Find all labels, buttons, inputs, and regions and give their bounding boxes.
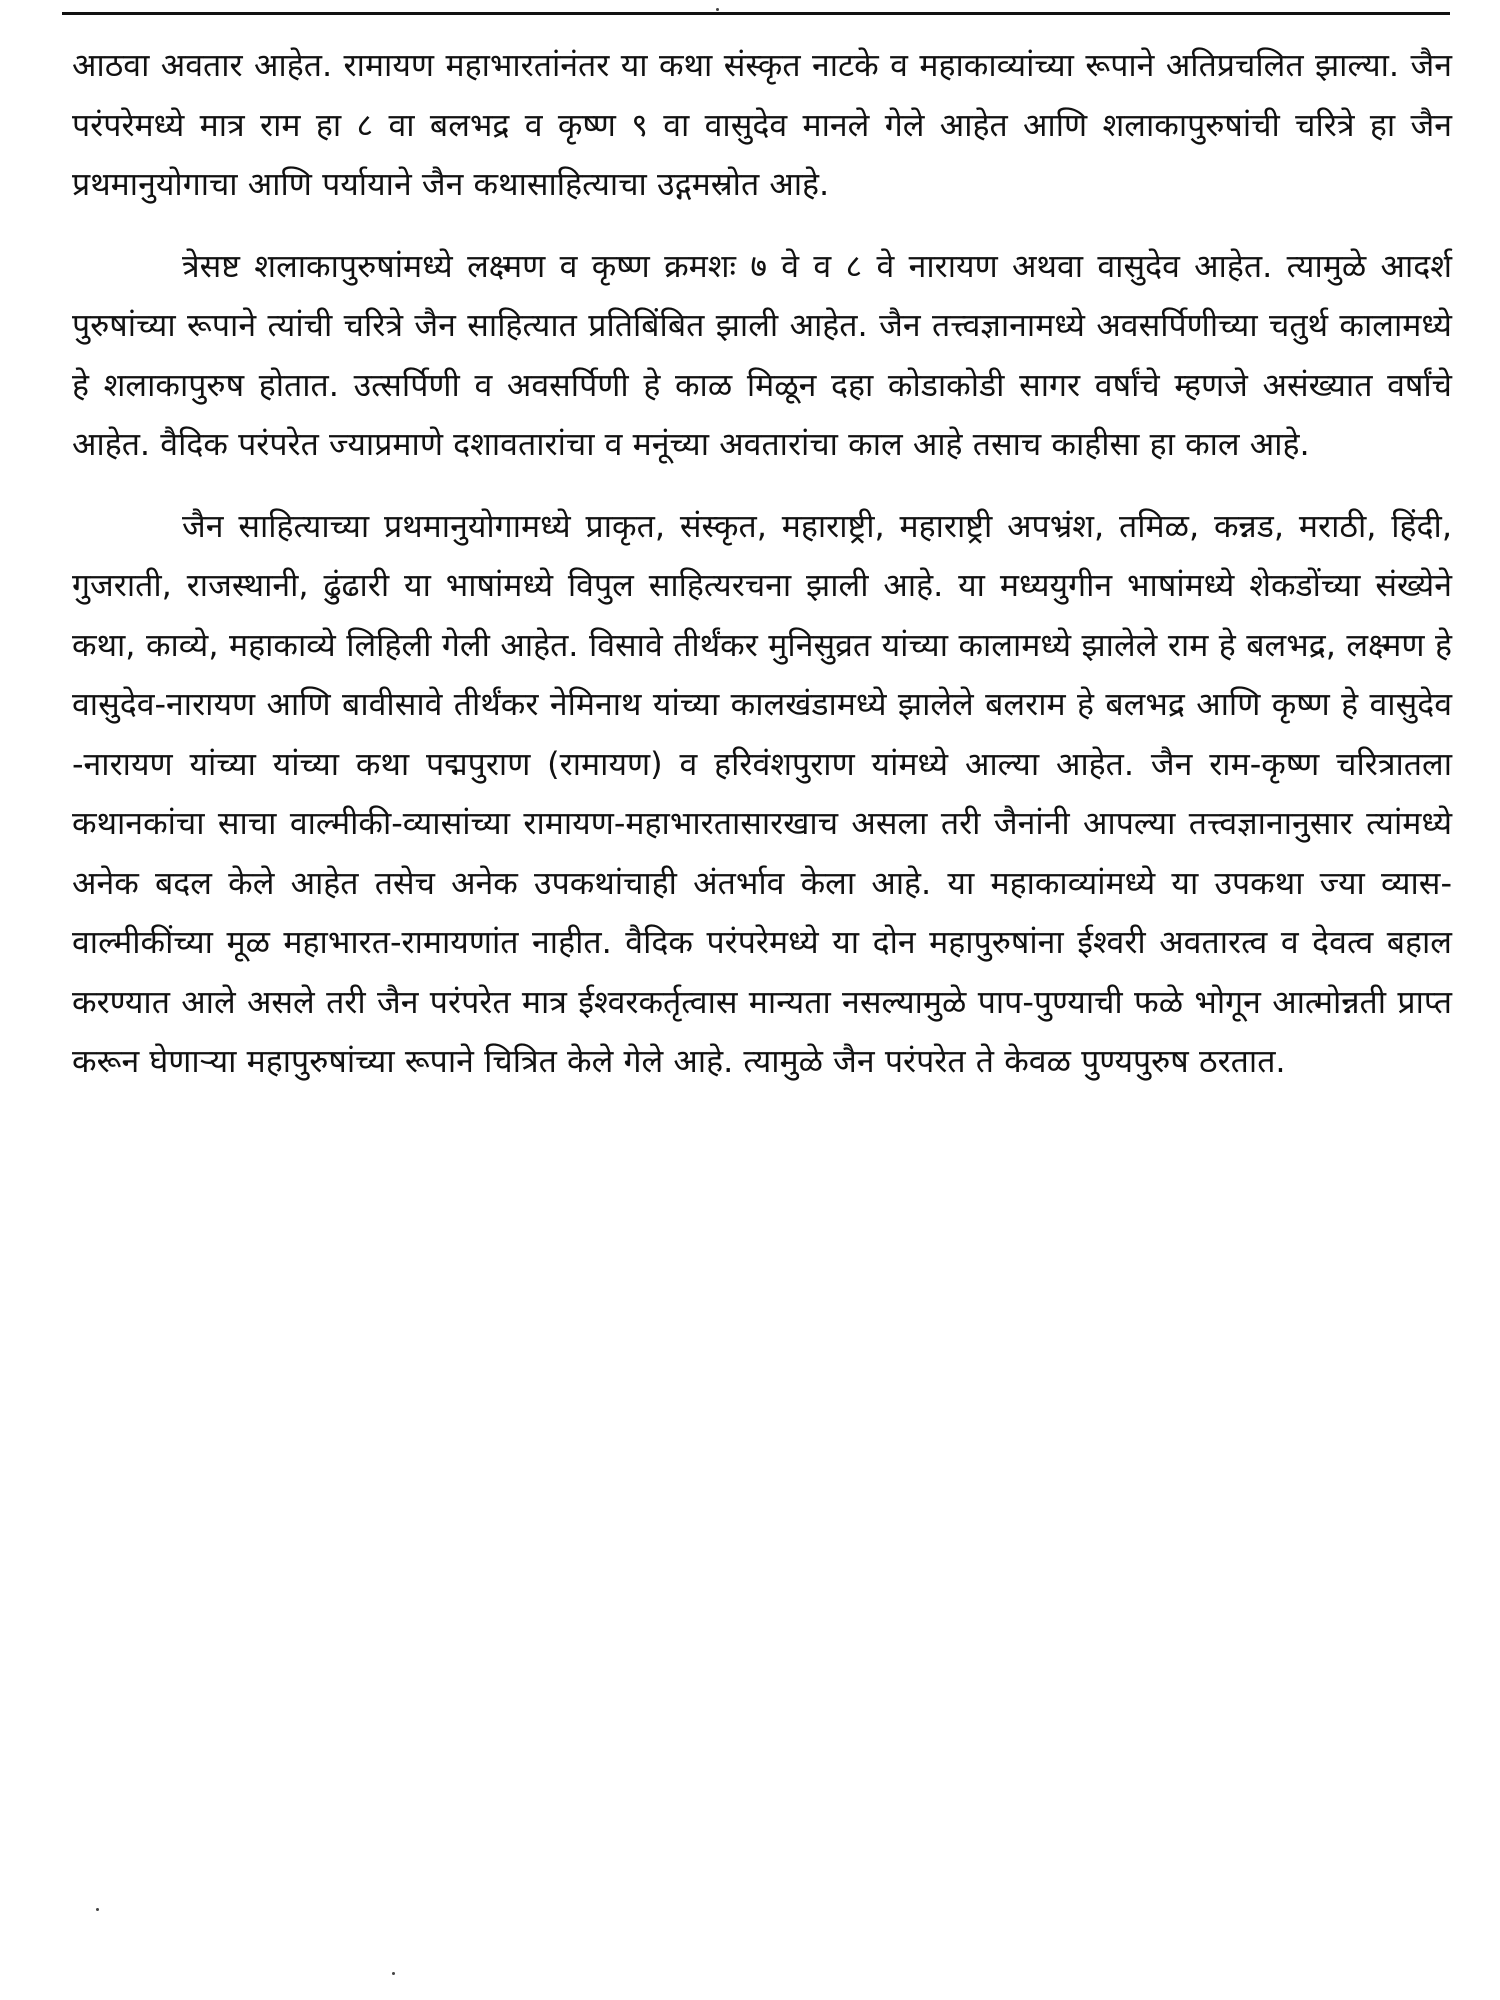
- scan-speck: [716, 8, 719, 11]
- paragraph-1: आठवा अवतार आहेत. रामायण महाभारतांनंतर या कथा संस्कृत नाटके व महाकाव्यांच्या रूपाने अतिप्रचलित झाल्या. जैन परंपरेमध्ये मात्र राम हा ८ वा बलभद्र व कृष्ण ९ वा वासुदेव मानले गेले आहेत आणि शलाकापुरुषांची चरित्रे हा जैन प्रथमानुयोगाचा आणि पर्यायाने जैन कथासाहित्याचा उद्गमस्रोत आहे.: [72, 46, 1452, 203]
- scan-speck: [392, 1972, 395, 1975]
- paragraph-3: जैन साहित्याच्या प्रथमानुयोगामध्ये प्राकृत, संस्कृत, महाराष्ट्री, महाराष्ट्री अपभ्रंश, तमिळ, कन्नड, मराठी, हिंदी, गुजराती, राजस्थानी, ढुंढारी या भाषांमध्ये विपुल साहित्यरचना झाली आहे. या मध्ययुगीन भाषांमध्ये शेकडोंच्या संख्येने कथा, काव्ये, महाकाव्ये लिहिली गेली आहेत. विसावे तीर्थंकर मुनिसुव्रत यांच्या कालामध्ये झालेले राम हे बलभद्र, लक्ष्मण हे वासुदेव-नारायण आणि बावीसावे तीर्थंकर नेमिनाथ यांच्या कालखंडामध्ये झालेले बलराम हे बलभद्र आणि कृष्ण हे वासुदेव -नारायण यांच्या यांच्या कथा पद्मपुराण (रामायण) व हरिवंशपुराण यांमध्ये आल्या आहेत. जैन राम-कृष्ण चरित्रातला कथानकांचा साचा वाल्मीकी-व्यासांच्या रामायण-महाभारतासारखाच असला तरी जैनांनी आपल्या तत्त्वज्ञानानुसार त्यांमध्ये अनेक बदल केले आहेत तसेच अनेक उपकथांचाही अंतर्भाव केला आहे. या महाकाव्यांमध्ये या उपकथा ज्या व्यास-वाल्मीकींच्या मूळ महाभारत-रामायणांत नाहीत. वैदिक परंपरेमध्ये या दोन महापुरुषांना ईश्वरी अवतारत्व व देवत्व बहाल करण्यात आले असले तरी जैन परंपरेत मात्र ईश्वरकर्तृत्वास मान्यता नसल्यामुळे पाप-पुण्याची फळे भोगून आत्मोन्नती प्राप्त करून घेणाऱ्या महापुरुषांच्या रूपाने चित्रित केले गेले आहे. त्यामुळे जैन परंपरेत ते केवळ पुण्यपुरुष ठरतात.: [72, 506, 1452, 1080]
- header-rule: [62, 12, 1450, 15]
- body-text: [72, 36, 1452, 1092]
- scan-speck: [96, 1908, 99, 1911]
- paragraph-2: त्रेसष्ट शलाकापुरुषांमध्ये लक्ष्मण व कृष्ण क्रमशः ७ वे व ८ वे नारायण अथवा वासुदेव आहेत. त्यामुळे आदर्श पुरुषांच्या रूपाने त्यांची चरित्रे जैन साहित्यात प्रतिबिंबित झाली आहेत. जैन तत्त्वज्ञानामध्ये अवसर्पिणीच्या चतुर्थ कालामध्ये हे शलाकापुरुष होतात. उत्सर्पिणी व अवसर्पिणी हे काळ मिळून दहा कोडाकोडी सागर वर्षांचे म्हणजे असंख्यात वर्षांचे आहेत. वैदिक परंपरेत ज्याप्रमाणे दशावतारांचा व मनूंच्या अवतारांचा काल आहे तसाच काहीसा हा काल आहे.: [72, 246, 1452, 463]
